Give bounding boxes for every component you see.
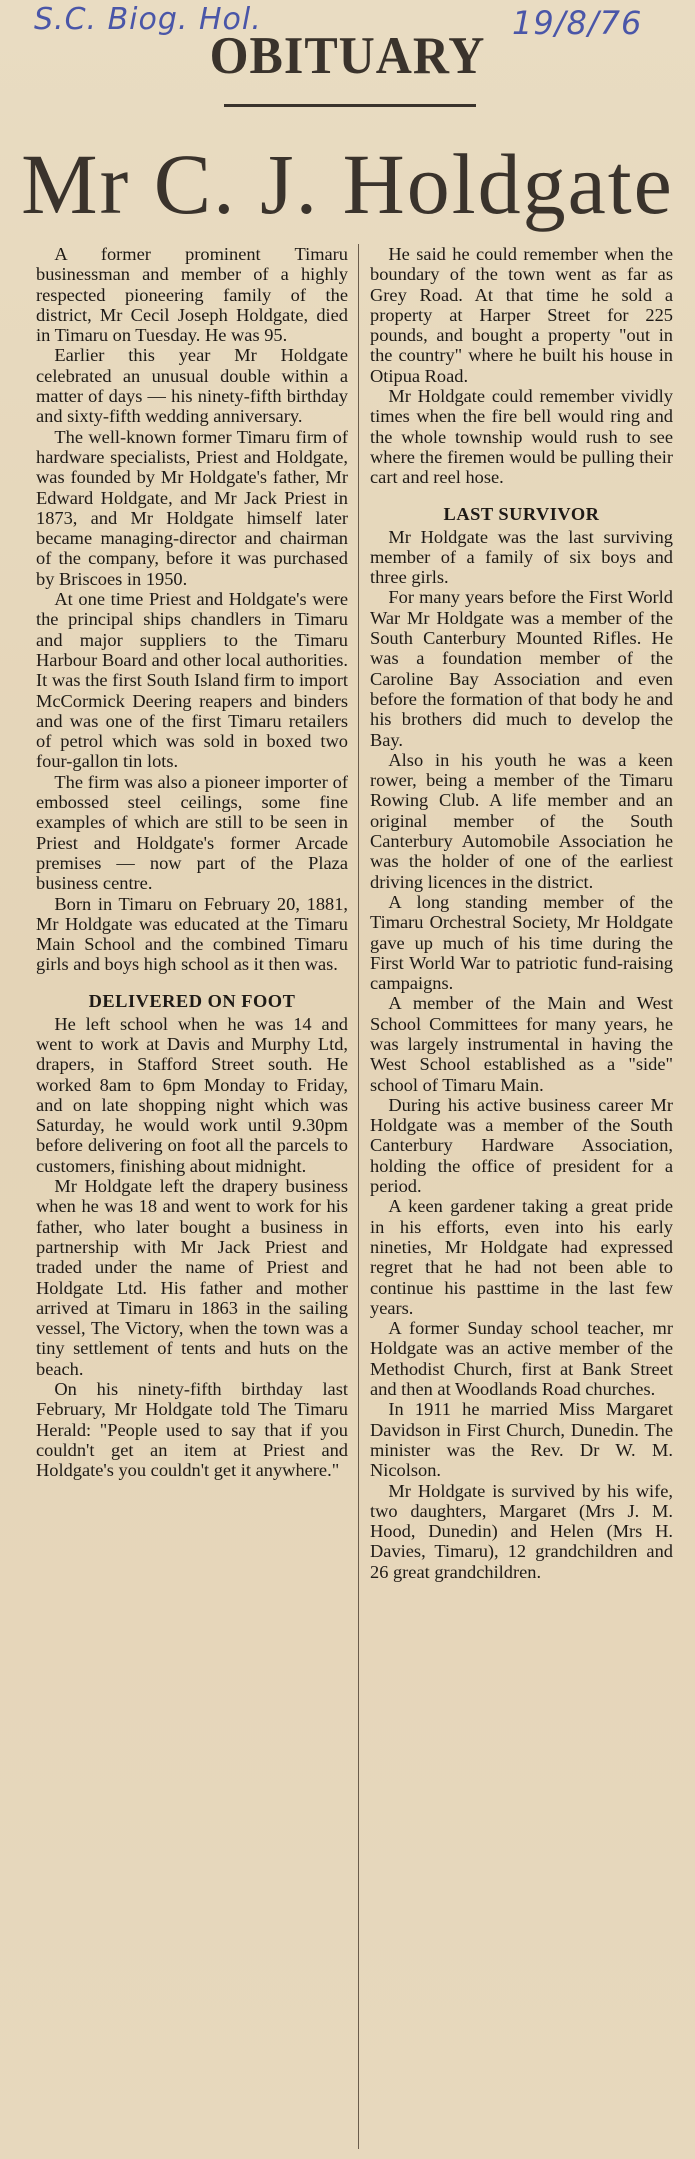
paragraph: Born in Timaru on February 20, 1881, Mr Holdgate was educated at the Timaru Main School and the combined Timaru girls and boys high school as it then was. [36, 893, 348, 975]
paragraph: Mr Holdgate could remember vividly times when the fire bell would ring and the whole township would rush to see where the firemen would be pulling their cart and reel hose. [370, 386, 673, 488]
paragraph: He left school when he was 14 and went to work at Davis and Murphy Ltd, drapers, in Stafford Street south. He worked 8am to 6pm Monday to Friday, and on late shopping night which was Saturday, he would work until 9.30pm before delivering on foot all the parcels to customers, finishing about midnight. [36, 1013, 348, 1176]
paragraph: A member of the Main and West School Committees for many years, he was largely instrumental in having the West School established as a "side" school of Timaru Main. [370, 993, 673, 1095]
column-divider [358, 244, 359, 2149]
paragraph: A former Sunday school teacher, mr Holdgate was an active member of the Methodist Church, first at Bank Street and then at Woodlands Road churches. [370, 1318, 673, 1400]
paragraph: Mr Holdgate is survived by his wife, two daughters, Margaret (Mrs J. M. Hood, Dunedin) and Helen (Mrs H. Davies, Timaru), 12 grandchildren and 26 great grandchildren. [370, 1480, 673, 1582]
right-column [370, 244, 673, 1582]
paragraph: A keen gardener taking a great pride in his efforts, even into his early nineties, Mr Holdgate had expressed regret that he had not been able to continue his pasttime in the last few years. [370, 1196, 673, 1318]
paragraph: Mr Holdgate was the last surviving member of a family of six boys and three girls. [370, 526, 673, 588]
paragraph: Earlier this year Mr Holdgate celebrated an unusual double within a matter of days — his ninety-fifth birthday and sixty-fifth wedding anniversary. [36, 345, 348, 427]
paragraph: During his active business career Mr Holdgate was a member of the South Canterbury Hardware Association, holding the office of president for a period. [370, 1094, 673, 1197]
paragraph: In 1911 he married Miss Margaret Davidson in First Church, Dunedin. The minister was the Rev. Dr W. M. Nicolson. [370, 1399, 673, 1481]
subheading: LAST SURVIVOR [443, 503, 600, 524]
handwritten-date: 19/8/76 [512, 4, 643, 42]
paragraph: Mr Holdgate left the drapery business when he was 18 and went to work for his father, who later bought a business in partnership with Mr Jack Priest and traded under the name of Priest and Holdgate Ltd. His father and mother arrived at Timaru in 1863 in the sailing vessel, The Victory, when the town was a tiny settlement of tents and huts on the beach. [36, 1176, 348, 1379]
paragraph: The well-known former Timaru firm of hardware specialists, Priest and Holdgate, was founded by Mr Holdgate's father, Mr Edward Holdgate, and Mr Jack Priest in 1873, and Mr Holdgate himself later became managing-director and chairman of the company, before it was purchased by Briscoes in 1950. [36, 426, 348, 589]
paragraph: On his ninety-fifth birthday last February, Mr Holdgate told The Timaru Herald: "People used to say that if you couldn't get an item at Priest and Holdgate's you couldn't get it anywhere." [36, 1379, 348, 1481]
title-underline [224, 104, 476, 107]
headline: Mr C. J. Holdgate [21, 136, 674, 232]
paragraph: A former prominent Timaru businessman and member of a highly respected pioneering family of the district, Mr Cecil Joseph Holdgate, died in Timaru on Tuesday. He was 95. [36, 244, 348, 346]
paragraph: Also in his youth he was a keen rower, being a member of the Timaru Rowing Club. A life member and an original member of the South Canterbury Automobile Association he was the holder of one of the earliest driving licences in the district. [370, 749, 673, 892]
handwritten-archive-note: S.C. Biog. Hol. [34, 2, 262, 37]
paragraph: The firm was also a pioneer importer of embossed steel ceilings, some fine examples of which are still to be seen in Priest and Holdgate's former Arcade premises — now part of the Plaza business centre. [36, 771, 348, 894]
paragraph: At one time Priest and Holdgate's were the principal ships chandlers in Timaru and major suppliers to the Timaru Harbour Board and other local authorities. It was the first South Island firm to import McCormick Deering reapers and binders and was one of the first Timaru retailers of petrol which was sold in boxed two four-gallon tin lots. [36, 589, 348, 772]
section-title: OBITUARY [209, 25, 486, 85]
left-column [36, 244, 348, 1481]
subheading: DELIVERED ON FOOT [88, 990, 296, 1011]
paragraph: For many years before the First World War Mr Holdgate was a member of the South Canterbury Mounted Rifles. He was a foundation member of the Caroline Bay Association and even before the formation of that body he and his brothers did much to develop the Bay. [370, 587, 673, 750]
paragraph: He said he could remember when the boundary of the town went as far as Grey Road. At that time he sold a property at Harper Street for 225 pounds, and bought a property "out in the country" where he built his house in Otipua Road. [370, 244, 673, 386]
paragraph: A long standing member of the Timaru Orchestral Society, Mr Holdgate gave up much of his time during the First World War to patriotic fund-raising campaigns. [370, 891, 673, 994]
